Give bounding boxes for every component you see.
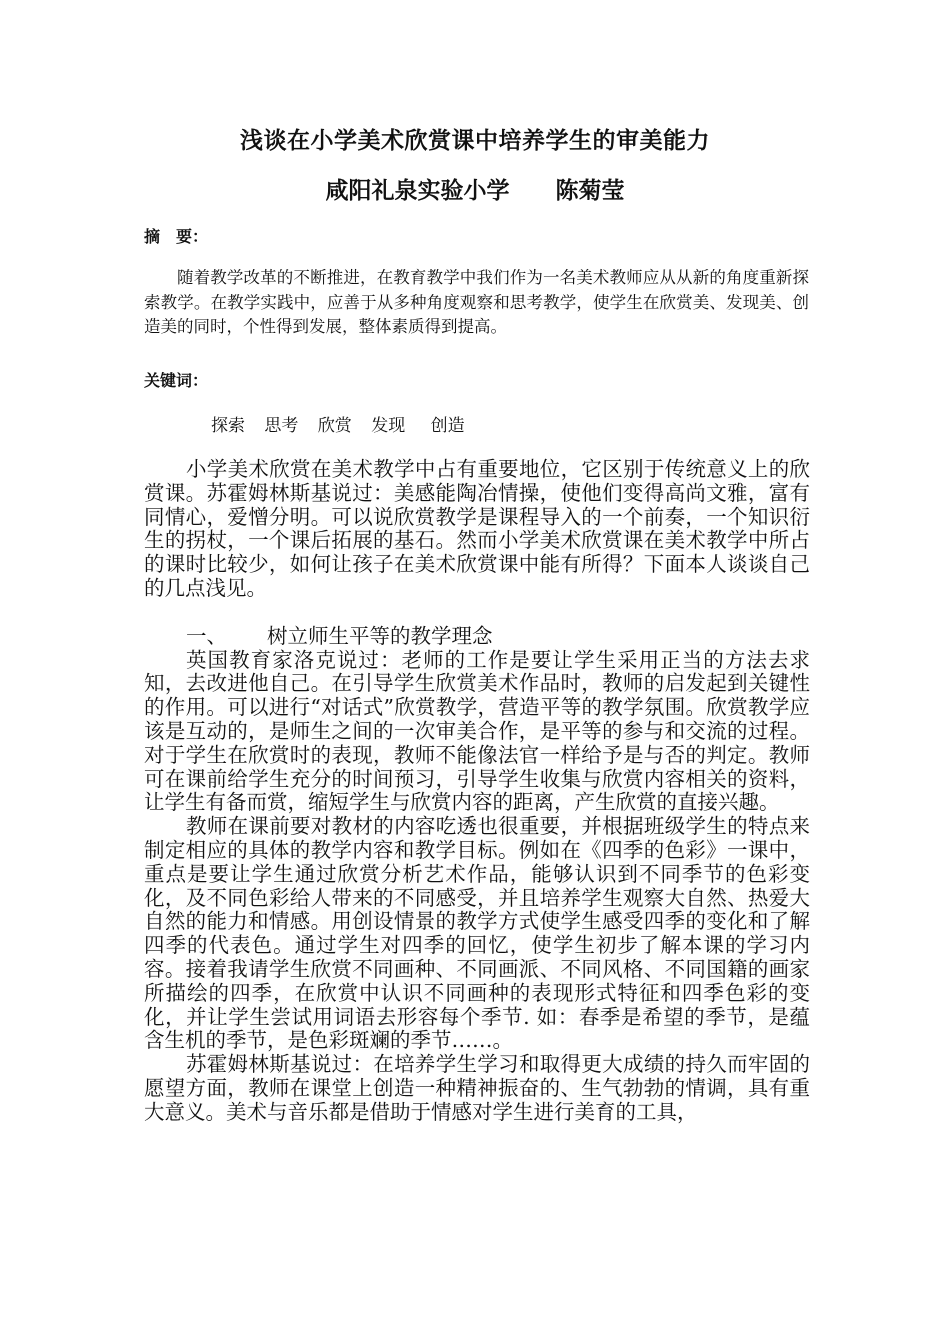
author-school: 咸阳礼泉实验小学 bbox=[325, 178, 510, 204]
body-paragraph: 英国教育家洛克说过：老师的工作是要让学生采用正当的方法去求知，去改进他自己。在引导学生欣赏美术作品时，教师的启发起到关键性的作用。可以进行“对话式”欣赏教学，营造平等的教学氛围。欣赏教学应该是互动的，是师生之间的一次审美合作，是平等的参与和交流的过程。对于学生在欣赏时的表现，教师不能像法官一样给予是与否的判定。教师可在课前给学生充分的时间预习，引导学生收集与欣赏内容相关的资料，让学生有备而赏，缩短学生与欣赏内容的距离，产生欣赏的直接兴趣。 bbox=[144, 647, 810, 815]
keyword: 欣赏 bbox=[317, 416, 352, 436]
intro-paragraph: 小学美术欣赏在美术教学中占有重要地位，它区别于传统意义上的欣赏课。苏霍姆林斯基说过：美感能陶冶情操，使他们变得高尚文雅，富有同情心，爱憎分明。可以说欣赏教学是课程导入的一个前奏，一个知识衍生的拐杖，一个课后拓展的基石。然而小学美术欣赏课在美术教学中所占的课时比较少，如何让孩子在美术欣赏课中能有所得？下面本人谈谈自己的几点浅见。 bbox=[144, 457, 810, 600]
keyword: 创造 bbox=[430, 416, 465, 436]
author-byline bbox=[0, 172, 950, 205]
abstract-label: 摘 要： bbox=[144, 227, 209, 246]
keywords-list bbox=[211, 411, 465, 436]
section-number: 一、 bbox=[186, 623, 227, 648]
section-heading bbox=[144, 625, 810, 649]
keyword: 探索 bbox=[211, 416, 245, 436]
keyword: 发现 bbox=[371, 416, 406, 436]
section-title: 树立师生平等的教学理念 bbox=[267, 623, 493, 648]
abstract-block bbox=[144, 266, 809, 340]
abstract-text: 随着教学改革的不断推进，在教育教学中我们作为一名美术教师应从从新的角度重新探索教学。在教学实践中，应善于从多种角度观察和思考教学，使学生在欣赏美、发现美、创造美的同时，个性得到发展，整体素质得到提高。 bbox=[144, 268, 809, 336]
body-paragraph: 教师在课前要对教材的内容吃透也很重要，并根据班级学生的特点来制定相应的具体的教学内容和教学目标。例如在《四季的色彩》一课中，重点是要让学生通过欣赏分析艺术作品，能够认识到不同季节的色彩变化，及不同色彩给人带来的不同感受，并且培养学生观察大自然、热爱大自然的能力和情感。用创设情景的教学方式使学生感受四季的变化和了解四季的代表色。通过学生对四季的回忆，使学生初步了解本课的学习内容。接着我请学生欣赏不同画种、不同画派、不同风格、不同国籍的画家所描绘的四季，在欣赏中认识不同画种的表现形式特征和四季色彩的变化，并让学生尝试用词语去形容每个季节. 如：春季是希望的季节，是蕴含生机的季节，是色彩斑斓的季节……。 bbox=[144, 814, 810, 1053]
document-title: 浅谈在小学美术欣赏课中培养学生的审美能力 bbox=[240, 128, 710, 154]
body-paragraph: 苏霍姆林斯基说过：在培养学生学习和取得更大成绩的持久而牢固的愿望方面，教师在课堂上创造一种精神振奋的、生气勃勃的情调，具有重大意义。美术与音乐都是借助于情感对学生进行美育的工具， bbox=[144, 1052, 810, 1124]
author-name: 陈菊莹 bbox=[555, 178, 625, 204]
body-text bbox=[144, 458, 810, 1125]
keywords-label: 关键词： bbox=[144, 371, 209, 390]
keyword: 思考 bbox=[264, 416, 299, 436]
